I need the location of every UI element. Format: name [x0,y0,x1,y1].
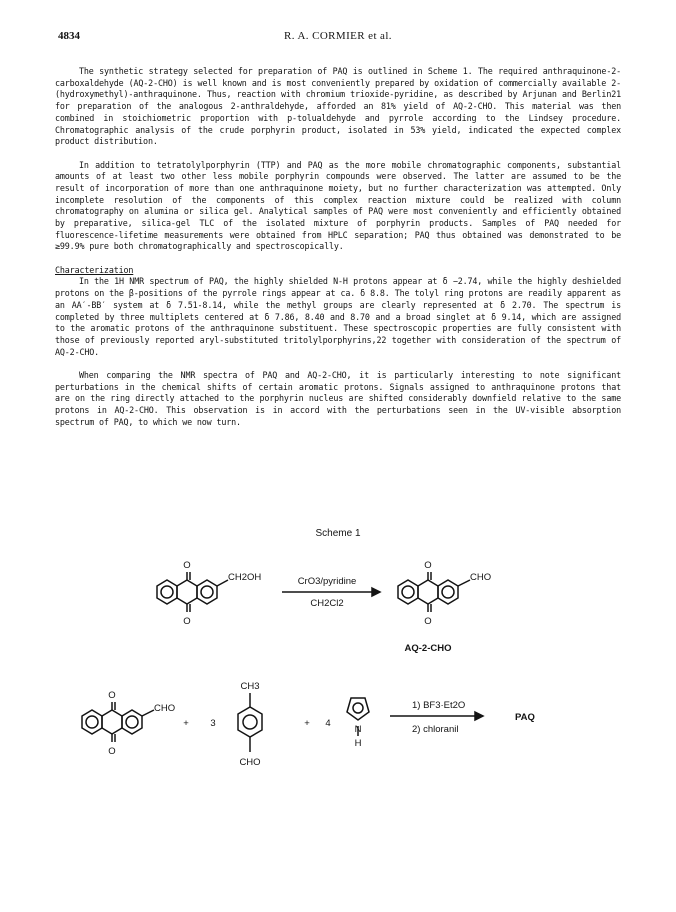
step-chloranil: 2) chloranil [412,724,459,735]
carbonyl-o-bottom-1: O [183,616,191,627]
carbonyl-o-top-3: O [108,690,116,701]
paragraph-chromatography: In addition to tetratolylporphyrin (TTP) and PAQ as the more mobile chromatographic components, substantial amounts of at least two other less mobile porphyrin compounds were observed. The latter are assumed to be the result of incorporation of more than one anthraquinone moiety, but no further characterization was attempted. Only incomplete resolution of the components of this complex reaction mixture could be realized with column chromatography on alumina or silica gel. Analytical samples of PAQ were most conveniently and efficiently obtained by preparative, silica-gel TLC of the isolated mixture of porphyrin products. Samples of PAQ needed for fluorescence-lifetime measurements were obtained from HPLC separation; PAQ thus obtained was demonstrated to be ≥99.9% pure both chromatographically and spectroscopically. [55,159,621,252]
cho-label-tolyl: CHO [239,757,261,768]
coefficient-4: 4 [325,718,331,729]
plus-sign-1: + [183,718,189,729]
paq-product-label: PAQ [515,712,535,723]
coefficient-3: 3 [210,718,216,729]
plus-sign-2: + [304,718,310,729]
reagent-cro3-pyridine: CrO3/pyridine [297,576,357,587]
paragraph-synthetic-strategy: The synthetic strategy selected for preparation of PAQ is outlined in Scheme 1. The required anthraquinone-2-carboxaldehyde (AQ-2-CHO) is well known and is most conveniently prepared by oxidation of commercially available 2-(hydroxymethyl)-anthraquinone. Thus, reaction with chromium trioxide-pyridine, as described by Arjunan and Berlin21 for preparation of the analogous 2-anthraldehyde, afforded an 81% yield of AQ-2-CHO. This material was then combined in stoichiometric proportion with p-tolualdehyde and pyrrole according to the Lindsey procedure. Chromatographic analysis of the crude porphyrin product, isolated in 53% yield, indicated the expected complex product distribution. [55,66,621,147]
aq-2-cho-product-structure [398,572,470,612]
article-body [55,66,621,428]
solvent-ch2cl2: CH2Cl2 [310,598,344,609]
anthraquinone-reactant-structure [157,572,228,612]
carbonyl-o-bottom-2: O [424,616,432,627]
cho-label-reactant: CHO [154,703,176,714]
pyrrole-h-label: H [354,738,362,749]
reaction-scheme [0,540,676,840]
aq-2-cho-label: AQ-2-CHO [404,643,452,654]
carbonyl-o-top-1: O [183,560,191,571]
pyrrole-n-label: N [354,724,362,735]
ch3-label: CH3 [240,681,260,692]
paragraph-nmr-comparison: When comparing the NMR spectra of PAQ and AQ-2-CHO, it is particularly interesting to note significant perturbations in the chemical shifts of certain aromatic protons. Signals assigned to anthraquinone protons that are on the ring directly attached to the porphyrin nucleus are shifted considerably downfield relative to the same protons in AQ-2-CHO. This observation is in accord with the perturbations seen in the UV-visible absorption spectrum of PAQ, to which we now turn. [55,369,621,427]
page-number: 4834 [58,30,80,42]
carbonyl-o-top-2: O [424,560,432,571]
ch2oh-label: CH2OH [228,572,262,583]
aq-2-cho-reactant-structure [82,702,154,742]
tolualdehyde-structure [238,693,262,752]
running-head-authors: R. A. CORMIER et al. [284,30,392,42]
scheme-title: Scheme 1 [315,528,361,539]
cho-label-product: CHO [470,572,492,583]
paragraph-nmr: In the 1H NMR spectrum of PAQ, the highly shielded N-H protons appear at δ −2.74, while the highly deshielded protons on the β-positions of the pyrrole rings appear at ca. δ 8.8. The tolyl ring protons are readily apparent as an AA′-BB′ system at δ 7.51-8.14, while the methyl groups are clearly represented at δ 2.70. The spectrum is completed by three multiplets centered at δ 7.86, 8.40 and 8.70 and a broad singlet at δ 9.14, which are assigned to the aromatic protons of the anthraquinone substituent. These spectroscopic properties are fully consistent with those of previously reported aryl-substituted tritolylporphyrins,22 together with consideration of the spectrum of AQ-2-CHO. [55,276,621,357]
carbonyl-o-bottom-3: O [108,746,116,757]
section-heading-characterization: Characterization [55,264,134,275]
step-bf3-et2o: 1) BF3·Et2O [412,700,466,711]
